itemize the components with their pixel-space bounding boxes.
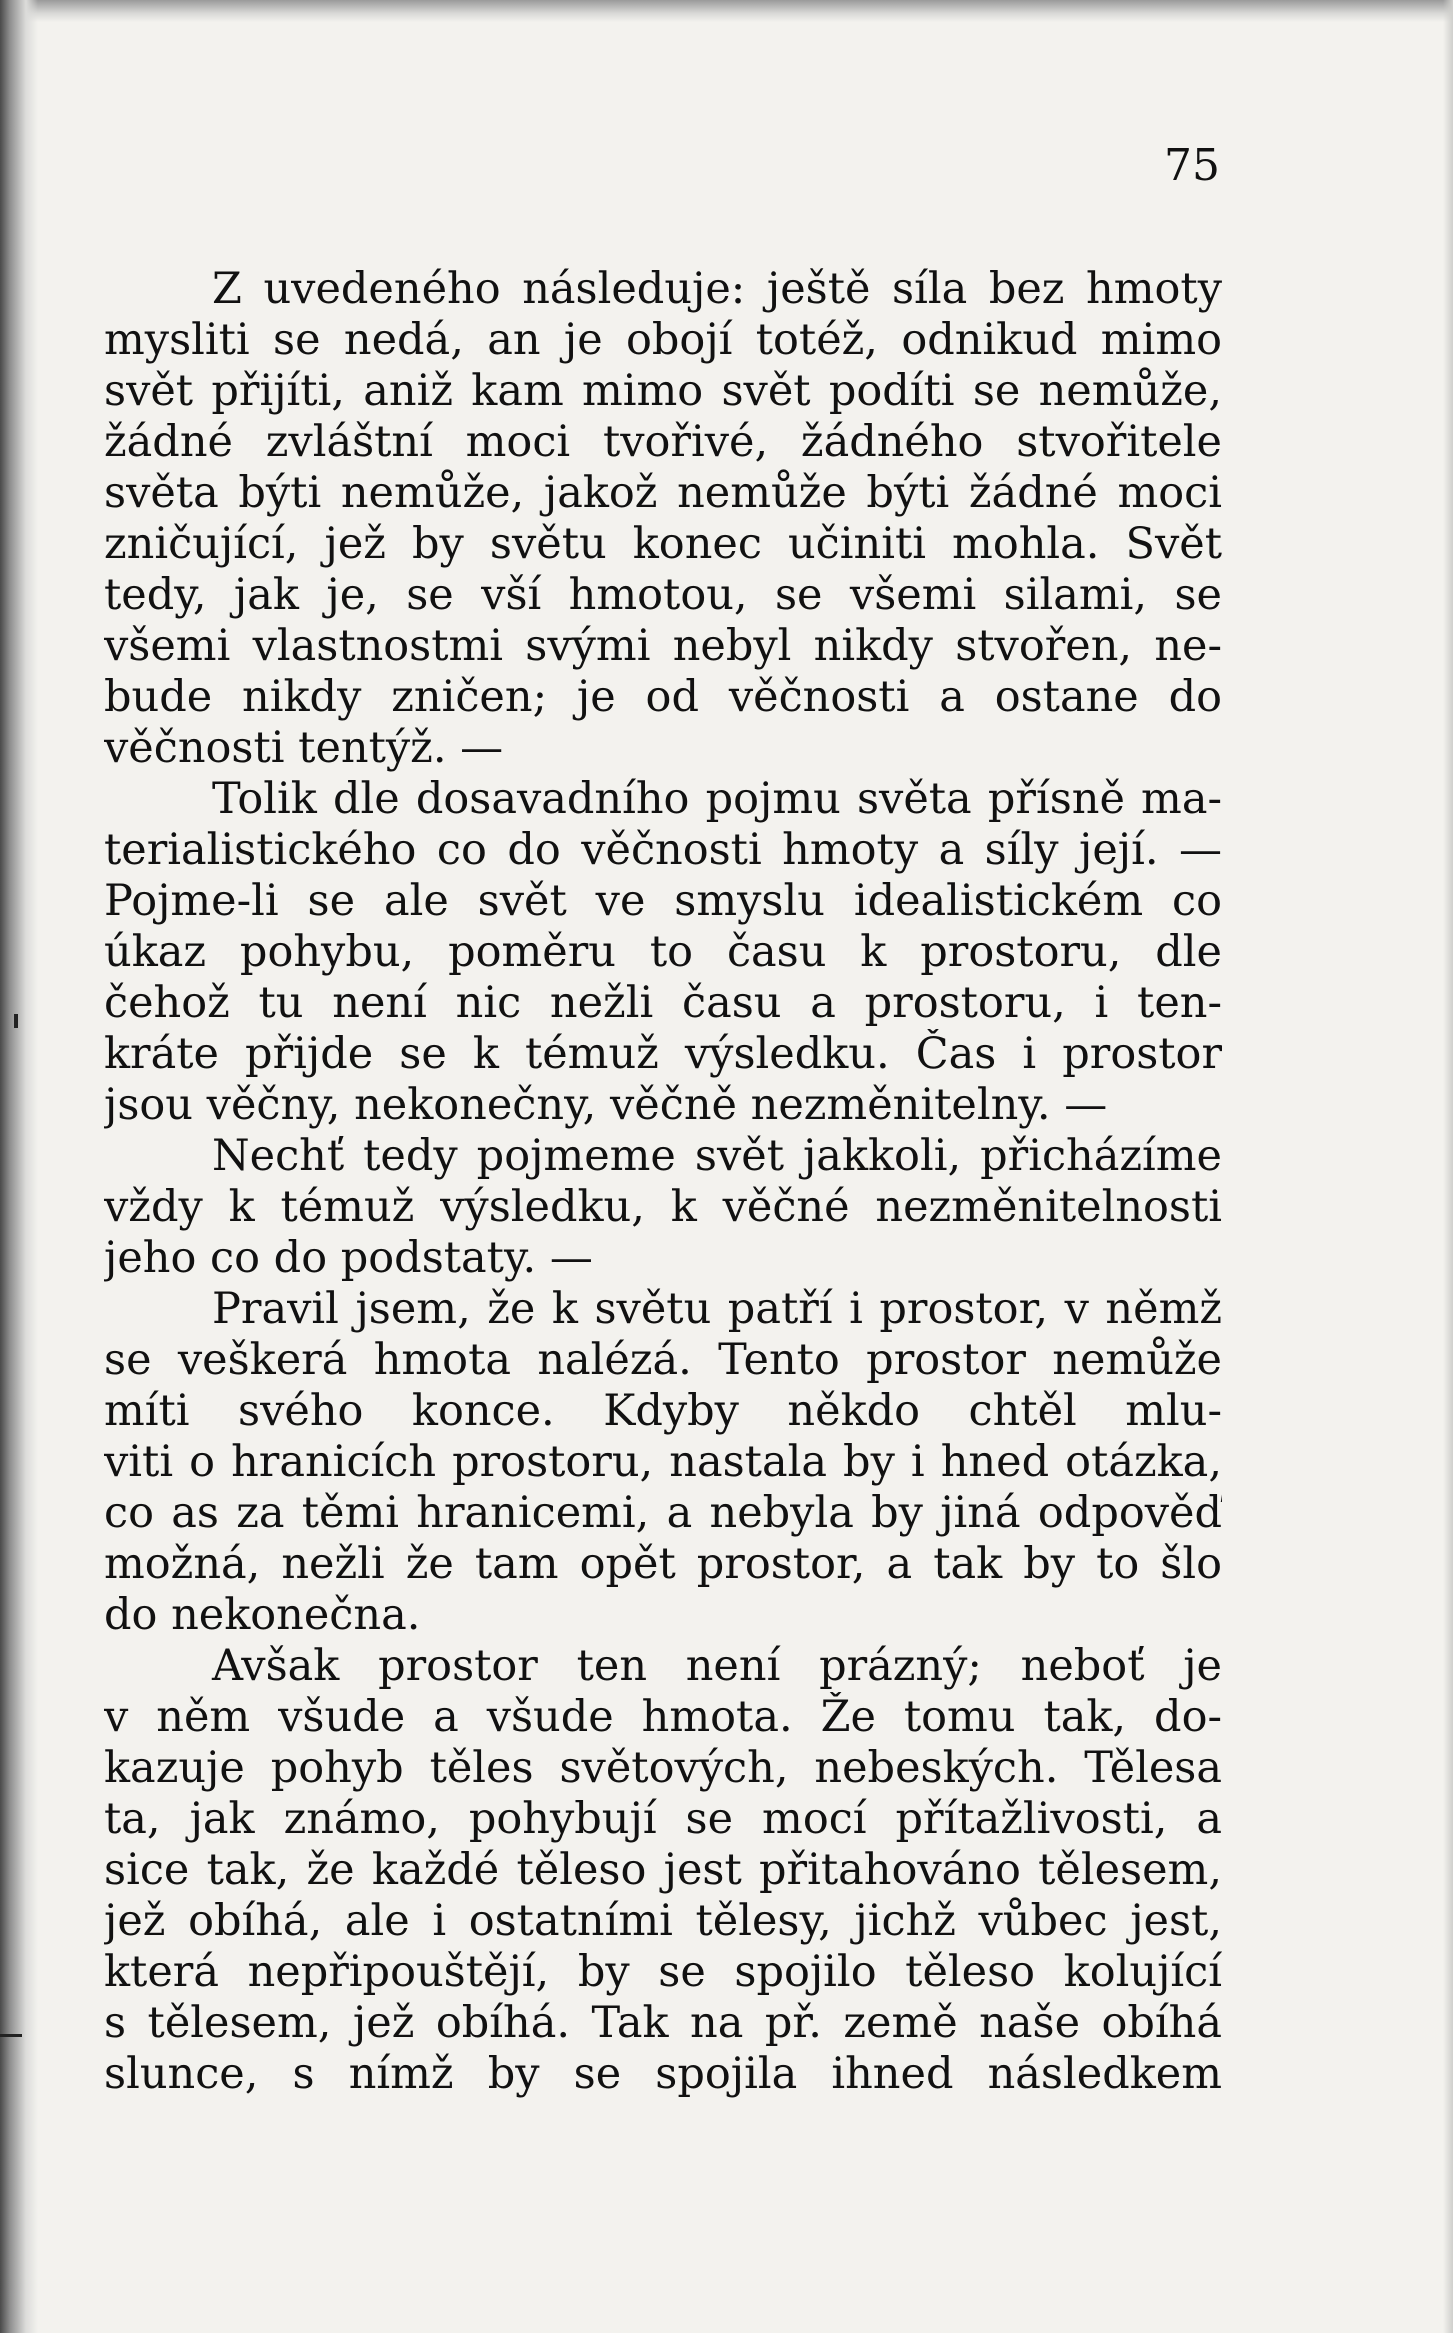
scan-shadow-right xyxy=(1443,0,1453,2333)
text-line: Tolik dle dosavadního pojmu světa přísně ma- xyxy=(212,774,1222,824)
text-line: která nepřipouštějí, by se spojilo těleso kolující xyxy=(104,1947,1222,1997)
text-line: bude nikdy zničen; je od věčnosti a ostane do xyxy=(104,672,1222,722)
scan-shadow-left xyxy=(0,0,38,2333)
text-line: čehož tu není nic nežli času a prostoru, i ten- xyxy=(104,978,1222,1028)
scan-shadow-top xyxy=(0,0,1453,22)
text-line: slunce, s nímž by se spojila ihned následkem xyxy=(104,2049,1222,2099)
text-line: co as za těmi hranicemi, a nebyla by jiná odpověď xyxy=(104,1488,1222,1538)
text-line: do nekonečna. xyxy=(104,1590,421,1640)
text-line: s tělesem, jež obíhá. Tak na př. země naše obíhá xyxy=(104,1998,1222,2048)
text-line: žádné zvláštní moci tvořivé, žádného stvořitele xyxy=(104,417,1222,467)
text-line: vždy k témuž výsledku, k věčné nezměnitelnosti xyxy=(104,1182,1222,1232)
text-line: Pojme-li se ale svět ve smyslu idealistickém co xyxy=(104,876,1222,926)
text-line: všemi vlastnostmi svými nebyl nikdy stvořen, ne- xyxy=(104,621,1222,671)
text-line: terialistického co do věčnosti hmoty a síly její. — xyxy=(104,825,1222,875)
text-line: svět přijíti, aniž kam mimo svět podíti se nemůže, xyxy=(104,366,1222,416)
margin-tick-left xyxy=(0,2034,22,2037)
margin-tick-left-small xyxy=(14,1014,18,1028)
text-line: tedy, jak je, se vší hmotou, se všemi silami, se xyxy=(104,570,1222,620)
page-number: 75 xyxy=(1164,140,1220,191)
text-line: Avšak prostor ten není prázný; neboť je xyxy=(212,1641,1222,1691)
text-line: Pravil jsem, že k světu patří i prostor, v němž xyxy=(212,1284,1222,1334)
text-line: světa býti nemůže, jakož nemůže býti žádné moci xyxy=(104,468,1222,518)
text-line: viti o hranicích prostoru, nastala by i hned otázka, xyxy=(104,1437,1222,1487)
text-line: možná, nežli že tam opět prostor, a tak by to šlo xyxy=(104,1539,1222,1589)
text-line: se veškerá hmota nalézá. Tento prostor nemůže xyxy=(104,1335,1222,1385)
text-line: mysliti se nedá, an je obojí totéž, odnikud mimo xyxy=(104,315,1222,365)
text-line: Nechť tedy pojmeme svět jakkoli, přicházíme xyxy=(212,1131,1222,1181)
text-line: míti svého konce. Kdyby někdo chtěl mlu- xyxy=(104,1386,1222,1436)
text-line: jež obíhá, ale i ostatními tělesy, jichž vůbec jest, xyxy=(104,1896,1222,1946)
text-line: jsou věčny, nekonečny, věčně nezměnitelny. — xyxy=(104,1080,1108,1130)
text-line: jeho co do podstaty. — xyxy=(104,1233,593,1283)
text-line: ta, jak známo, pohybují se mocí přítažlivosti, a xyxy=(104,1794,1222,1844)
text-line: zničující, jež by světu konec učiniti mohla. Svět xyxy=(104,519,1222,569)
text-line: Z uvedeného následuje: ještě síla bez hmoty xyxy=(212,264,1222,314)
text-line: kazuje pohyb těles světových, nebeských. Tělesa xyxy=(104,1743,1222,1793)
body-text xyxy=(104,264,1222,2100)
text-line: v něm všude a všude hmota. Že tomu tak, do- xyxy=(104,1692,1222,1742)
text-line: sice tak, že každé těleso jest přitahováno tělesem, xyxy=(104,1845,1222,1895)
text-line: kráte přijde se k témuž výsledku. Čas i prostor xyxy=(104,1029,1222,1079)
text-line: úkaz pohybu, poměru to času k prostoru, dle xyxy=(104,927,1222,977)
text-line: věčnosti tentýž. — xyxy=(104,723,504,773)
